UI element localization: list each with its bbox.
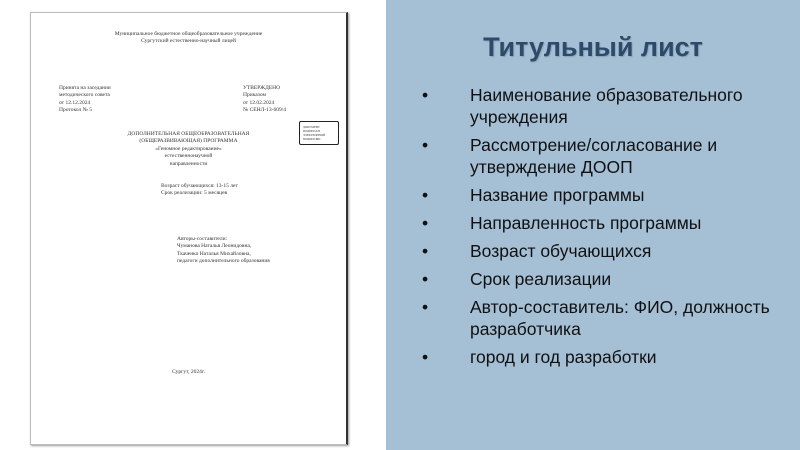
accepted-line: от 12.12.2024 — [59, 99, 91, 106]
list-item: • Название программы — [422, 184, 792, 206]
list-item: • Автор-составитель: ФИО, должность разработчика — [422, 296, 792, 340]
slide-title: Титульный лист — [483, 32, 703, 62]
authors — [177, 236, 270, 266]
list-item: • Возраст обучающихся — [422, 240, 792, 262]
scanned-title-page — [30, 12, 348, 445]
org-line: Сургутский естественно-научный лицей — [141, 38, 236, 45]
accepted-line: Принята на заседании — [59, 85, 111, 91]
signature-stamp: ДОКУМЕНТ ПОДПИСАН ЭЛЕКТРОННОЙ ПОДПИСЬЮ — [299, 121, 339, 145]
author-line: педагоги дополнительного образования — [177, 258, 270, 265]
term: Срок реализации: 5 месяцев — [161, 190, 228, 197]
program-line: ДОПОЛНИТЕЛЬНАЯ ОБЩЕОБРАЗОВАТЕЛЬНАЯ — [127, 131, 250, 137]
accepted-block — [59, 85, 111, 115]
city-year: Сургут, 2024г. — [172, 369, 205, 375]
list-item: • город и год разработки — [422, 346, 792, 368]
program-line: естественнонаучной — [164, 153, 213, 160]
org-name — [31, 31, 346, 46]
list-item: • Направленность программы — [422, 212, 792, 234]
program-title — [31, 131, 346, 168]
age: Возраст обучающихся: 13-15 лет — [161, 183, 238, 189]
accepted-line: методического совета — [59, 92, 110, 99]
program-line: «Геномное редактирование» — [155, 145, 222, 152]
bullet-list — [422, 84, 792, 374]
program-line: направленности — [169, 160, 208, 167]
list-item: • Рассмотрение/согласование и утверждение ДООП — [422, 134, 792, 178]
approved-block — [243, 85, 286, 115]
approved-line: от 12.02.2024 — [243, 99, 275, 106]
author-line: Авторы-составители: — [177, 236, 228, 242]
author-line: Чуманова Наталья Леонидовна, — [177, 243, 252, 250]
program-line: (ОБЩЕРАЗВИВАЮЩАЯ) ПРОГРАММА — [139, 138, 238, 145]
author-line: Ткаченко Наталья Михайловна, — [177, 250, 251, 257]
list-item: • Срок реализации — [422, 268, 792, 290]
approved-line: УТВЕРЖДЕНО — [243, 85, 281, 91]
approved-line: Приказом — [243, 92, 266, 99]
document-panel — [0, 0, 386, 450]
list-item: • Наименование образовательного учреждения — [422, 84, 792, 128]
org-line: Муниципальное бюджетное общеобразовательное учреждение — [114, 31, 263, 37]
approved-line: № СЕНЛ-13-609/4 — [243, 107, 287, 114]
content-panel — [386, 0, 800, 450]
age-term — [161, 183, 238, 198]
accepted-line: Протокол № 5 — [59, 107, 93, 114]
